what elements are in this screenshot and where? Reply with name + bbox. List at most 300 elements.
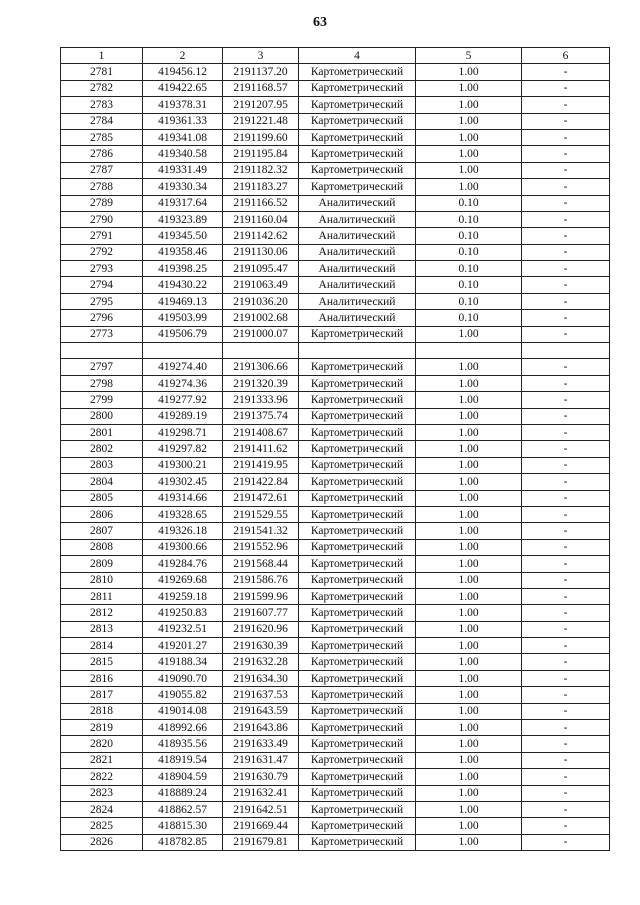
x-coordinate-cell: 419323.89: [143, 211, 223, 227]
table-row: [61, 375, 610, 391]
x-coordinate-cell: 418919.54: [143, 752, 223, 768]
point-number-cell: 2814: [61, 638, 143, 654]
note-cell: -: [522, 752, 610, 768]
y-coordinate-cell: 2191306.66: [223, 359, 299, 375]
x-coordinate-cell: 419300.21: [143, 457, 223, 473]
y-coordinate-cell: 2191160.04: [223, 211, 299, 227]
accuracy-cell: 1.00: [416, 97, 522, 113]
note-cell: -: [522, 490, 610, 506]
table-row: [61, 162, 610, 178]
column-header: 1: [61, 48, 143, 64]
accuracy-cell: 0.10: [416, 211, 522, 227]
method-cell: Картометрический: [299, 359, 416, 375]
accuracy-cell: 1.00: [416, 752, 522, 768]
method-cell: Картометрический: [299, 556, 416, 572]
method-cell: Картометрический: [299, 129, 416, 145]
table-row: [61, 736, 610, 752]
method-cell: Картометрический: [299, 588, 416, 604]
note-cell: -: [522, 244, 610, 260]
table-row: [61, 769, 610, 785]
accuracy-cell: 1.00: [416, 687, 522, 703]
table-row: [61, 818, 610, 834]
note-cell: -: [522, 834, 610, 850]
point-number-cell: 2812: [61, 605, 143, 621]
accuracy-cell: 0.10: [416, 261, 522, 277]
table-row: [61, 621, 610, 637]
accuracy-cell: 1.00: [416, 572, 522, 588]
method-cell: Картометрический: [299, 179, 416, 195]
point-number-cell: 2802: [61, 441, 143, 457]
y-coordinate-cell: 2191063.49: [223, 277, 299, 293]
method-cell: [299, 343, 416, 359]
method-cell: Картометрический: [299, 687, 416, 703]
y-coordinate-cell: 2191568.44: [223, 556, 299, 572]
y-coordinate-cell: 2191643.59: [223, 703, 299, 719]
y-coordinate-cell: 2191195.84: [223, 146, 299, 162]
column-header: 2: [143, 48, 223, 64]
method-cell: Картометрический: [299, 474, 416, 490]
note-cell: -: [522, 474, 610, 490]
point-number-cell: 2786: [61, 146, 143, 162]
y-coordinate-cell: 2191529.55: [223, 506, 299, 522]
y-coordinate-cell: 2191411.62: [223, 441, 299, 457]
x-coordinate-cell: 418782.85: [143, 834, 223, 850]
note-cell: -: [522, 293, 610, 309]
note-cell: -: [522, 605, 610, 621]
note-cell: -: [522, 359, 610, 375]
table-row: [61, 277, 610, 293]
note-cell: -: [522, 736, 610, 752]
method-cell: Картометрический: [299, 670, 416, 686]
x-coordinate-cell: 418889.24: [143, 785, 223, 801]
y-coordinate-cell: 2191634.30: [223, 670, 299, 686]
accuracy-cell: 0.10: [416, 228, 522, 244]
point-number-cell: 2826: [61, 834, 143, 850]
point-number-cell: 2785: [61, 129, 143, 145]
point-number-cell: 2800: [61, 408, 143, 424]
y-coordinate-cell: 2191552.96: [223, 539, 299, 555]
accuracy-cell: 0.10: [416, 244, 522, 260]
table-row: [61, 343, 610, 359]
accuracy-cell: 1.00: [416, 490, 522, 506]
accuracy-cell: 1.00: [416, 113, 522, 129]
x-coordinate-cell: 419358.46: [143, 244, 223, 260]
note-cell: -: [522, 326, 610, 342]
accuracy-cell: 1.00: [416, 654, 522, 670]
y-coordinate-cell: 2191130.06: [223, 244, 299, 260]
accuracy-cell: 1.00: [416, 539, 522, 555]
note-cell: -: [522, 310, 610, 326]
point-number-cell: 2799: [61, 392, 143, 408]
point-number-cell: 2784: [61, 113, 143, 129]
note-cell: -: [522, 146, 610, 162]
accuracy-cell: 1.00: [416, 80, 522, 96]
y-coordinate-cell: 2191422.84: [223, 474, 299, 490]
y-coordinate-cell: 2191679.81: [223, 834, 299, 850]
accuracy-cell: 0.10: [416, 293, 522, 309]
accuracy-cell: 1.00: [416, 588, 522, 604]
note-cell: -: [522, 113, 610, 129]
accuracy-cell: 1.00: [416, 785, 522, 801]
table-row: [61, 785, 610, 801]
x-coordinate-cell: 419274.36: [143, 375, 223, 391]
accuracy-cell: 1.00: [416, 670, 522, 686]
point-number-cell: 2804: [61, 474, 143, 490]
point-number-cell: 2819: [61, 720, 143, 736]
accuracy-cell: 1.00: [416, 523, 522, 539]
note-cell: -: [522, 801, 610, 817]
point-number-cell: 2816: [61, 670, 143, 686]
table-row: [61, 605, 610, 621]
table-row: [61, 441, 610, 457]
table-row: [61, 179, 610, 195]
note-cell: -: [522, 261, 610, 277]
table-row: [61, 474, 610, 490]
note-cell: -: [522, 638, 610, 654]
point-number-cell: 2807: [61, 523, 143, 539]
point-number-cell: 2825: [61, 818, 143, 834]
x-coordinate-cell: 419398.25: [143, 261, 223, 277]
table-row: [61, 703, 610, 719]
table-row: [61, 654, 610, 670]
method-cell: Картометрический: [299, 654, 416, 670]
accuracy-cell: 0.10: [416, 195, 522, 211]
point-number-cell: 2794: [61, 277, 143, 293]
point-number-cell: 2811: [61, 588, 143, 604]
point-number-cell: 2773: [61, 326, 143, 342]
method-cell: Картометрический: [299, 621, 416, 637]
accuracy-cell: 1.00: [416, 474, 522, 490]
table-row: [61, 228, 610, 244]
x-coordinate-cell: 419250.83: [143, 605, 223, 621]
x-coordinate-cell: 419269.68: [143, 572, 223, 588]
point-number-cell: 2790: [61, 211, 143, 227]
method-cell: Картометрический: [299, 572, 416, 588]
table-row: [61, 457, 610, 473]
table-row: [61, 687, 610, 703]
table-row: [61, 80, 610, 96]
note-cell: -: [522, 621, 610, 637]
x-coordinate-cell: 419297.82: [143, 441, 223, 457]
method-cell: Картометрический: [299, 408, 416, 424]
note-cell: -: [522, 720, 610, 736]
accuracy-cell: 1.00: [416, 162, 522, 178]
x-coordinate-cell: 419317.64: [143, 195, 223, 211]
note-cell: -: [522, 654, 610, 670]
point-number-cell: [61, 343, 143, 359]
y-coordinate-cell: 2191630.39: [223, 638, 299, 654]
y-coordinate-cell: 2191000.07: [223, 326, 299, 342]
point-number-cell: 2798: [61, 375, 143, 391]
note-cell: [522, 343, 610, 359]
x-coordinate-cell: 419259.18: [143, 588, 223, 604]
y-coordinate-cell: 2191642.51: [223, 801, 299, 817]
table-row: [61, 359, 610, 375]
point-number-cell: 2824: [61, 801, 143, 817]
table-row: [61, 64, 610, 80]
column-header: 6: [522, 48, 610, 64]
method-cell: Картометрический: [299, 375, 416, 391]
method-cell: Картометрический: [299, 720, 416, 736]
table-row: [61, 523, 610, 539]
x-coordinate-cell: 419014.08: [143, 703, 223, 719]
table-row: [61, 310, 610, 326]
accuracy-cell: 1.00: [416, 326, 522, 342]
note-cell: -: [522, 97, 610, 113]
method-cell: Картометрический: [299, 162, 416, 178]
method-cell: Картометрический: [299, 703, 416, 719]
y-coordinate-cell: 2191183.27: [223, 179, 299, 195]
table-row: [61, 392, 610, 408]
table-row: [61, 556, 610, 572]
column-header: 4: [299, 48, 416, 64]
note-cell: -: [522, 670, 610, 686]
method-cell: Картометрический: [299, 441, 416, 457]
method-cell: Картометрический: [299, 801, 416, 817]
table-row: [61, 211, 610, 227]
note-cell: -: [522, 162, 610, 178]
y-coordinate-cell: 2191375.74: [223, 408, 299, 424]
table-row: [61, 293, 610, 309]
accuracy-cell: 1.00: [416, 146, 522, 162]
x-coordinate-cell: 419331.49: [143, 162, 223, 178]
note-cell: -: [522, 556, 610, 572]
note-cell: -: [522, 64, 610, 80]
point-number-cell: 2795: [61, 293, 143, 309]
table-row: [61, 490, 610, 506]
y-coordinate-cell: 2191166.52: [223, 195, 299, 211]
y-coordinate-cell: 2191632.41: [223, 785, 299, 801]
method-cell: Картометрический: [299, 638, 416, 654]
note-cell: -: [522, 539, 610, 555]
x-coordinate-cell: 419289.19: [143, 408, 223, 424]
y-coordinate-cell: 2191541.32: [223, 523, 299, 539]
x-coordinate-cell: 419378.31: [143, 97, 223, 113]
note-cell: -: [522, 195, 610, 211]
point-number-cell: 2782: [61, 80, 143, 96]
accuracy-cell: 0.10: [416, 277, 522, 293]
point-number-cell: 2820: [61, 736, 143, 752]
note-cell: -: [522, 588, 610, 604]
point-number-cell: 2787: [61, 162, 143, 178]
x-coordinate-cell: 419330.34: [143, 179, 223, 195]
x-coordinate-cell: 419298.71: [143, 424, 223, 440]
y-coordinate-cell: 2191599.96: [223, 588, 299, 604]
x-coordinate-cell: 419188.34: [143, 654, 223, 670]
method-cell: Картометрический: [299, 605, 416, 621]
y-coordinate-cell: 2191002.68: [223, 310, 299, 326]
x-coordinate-cell: 418862.57: [143, 801, 223, 817]
note-cell: -: [522, 818, 610, 834]
accuracy-cell: 1.00: [416, 801, 522, 817]
method-cell: Аналитический: [299, 277, 416, 293]
note-cell: -: [522, 506, 610, 522]
column-header: 5: [416, 48, 522, 64]
y-coordinate-cell: 2191221.48: [223, 113, 299, 129]
x-coordinate-cell: 419284.76: [143, 556, 223, 572]
table-row: [61, 539, 610, 555]
accuracy-cell: 1.00: [416, 703, 522, 719]
method-cell: Картометрический: [299, 80, 416, 96]
table-row: [61, 146, 610, 162]
method-cell: Аналитический: [299, 261, 416, 277]
x-coordinate-cell: 419345.50: [143, 228, 223, 244]
table-row: [61, 129, 610, 145]
x-coordinate-cell: 419232.51: [143, 621, 223, 637]
method-cell: Аналитический: [299, 244, 416, 260]
y-coordinate-cell: 2191182.32: [223, 162, 299, 178]
accuracy-cell: 1.00: [416, 736, 522, 752]
table-header-row: [61, 48, 610, 64]
method-cell: Аналитический: [299, 310, 416, 326]
table-row: [61, 113, 610, 129]
point-number-cell: 2789: [61, 195, 143, 211]
point-number-cell: 2801: [61, 424, 143, 440]
x-coordinate-cell: 419314.66: [143, 490, 223, 506]
x-coordinate-cell: 419469.13: [143, 293, 223, 309]
x-coordinate-cell: 419422.65: [143, 80, 223, 96]
x-coordinate-cell: 419300.66: [143, 539, 223, 555]
accuracy-cell: 1.00: [416, 408, 522, 424]
point-number-cell: 2788: [61, 179, 143, 195]
column-header: 3: [223, 48, 299, 64]
accuracy-cell: 1.00: [416, 818, 522, 834]
x-coordinate-cell: 419201.27: [143, 638, 223, 654]
x-coordinate-cell: 419361.33: [143, 113, 223, 129]
point-number-cell: 2809: [61, 556, 143, 572]
y-coordinate-cell: 2191419.95: [223, 457, 299, 473]
x-coordinate-cell: 419503.99: [143, 310, 223, 326]
accuracy-cell: 1.00: [416, 392, 522, 408]
x-coordinate-cell: 419090.70: [143, 670, 223, 686]
x-coordinate-cell: 418935.56: [143, 736, 223, 752]
note-cell: -: [522, 277, 610, 293]
method-cell: Картометрический: [299, 834, 416, 850]
x-coordinate-cell: 419341.08: [143, 129, 223, 145]
x-coordinate-cell: [143, 343, 223, 359]
point-number-cell: 2821: [61, 752, 143, 768]
method-cell: Картометрический: [299, 113, 416, 129]
y-coordinate-cell: 2191207.95: [223, 97, 299, 113]
y-coordinate-cell: 2191637.53: [223, 687, 299, 703]
x-coordinate-cell: 419302.45: [143, 474, 223, 490]
y-coordinate-cell: 2191095.47: [223, 261, 299, 277]
method-cell: Аналитический: [299, 228, 416, 244]
table-row: [61, 834, 610, 850]
accuracy-cell: 1.00: [416, 769, 522, 785]
note-cell: -: [522, 687, 610, 703]
method-cell: Картометрический: [299, 523, 416, 539]
point-number-cell: 2815: [61, 654, 143, 670]
table-row: [61, 326, 610, 342]
point-number-cell: 2822: [61, 769, 143, 785]
point-number-cell: 2792: [61, 244, 143, 260]
method-cell: Картометрический: [299, 490, 416, 506]
accuracy-cell: 1.00: [416, 556, 522, 572]
y-coordinate-cell: 2191643.86: [223, 720, 299, 736]
point-number-cell: 2818: [61, 703, 143, 719]
method-cell: Картометрический: [299, 752, 416, 768]
accuracy-cell: 1.00: [416, 621, 522, 637]
table-row: [61, 752, 610, 768]
x-coordinate-cell: 419277.92: [143, 392, 223, 408]
note-cell: -: [522, 769, 610, 785]
note-cell: -: [522, 211, 610, 227]
y-coordinate-cell: 2191142.62: [223, 228, 299, 244]
method-cell: Картометрический: [299, 769, 416, 785]
point-number-cell: 2806: [61, 506, 143, 522]
table-row: [61, 572, 610, 588]
table-row: [61, 244, 610, 260]
note-cell: -: [522, 785, 610, 801]
method-cell: Картометрический: [299, 506, 416, 522]
note-cell: -: [522, 228, 610, 244]
point-number-cell: 2810: [61, 572, 143, 588]
method-cell: Картометрический: [299, 818, 416, 834]
point-number-cell: 2793: [61, 261, 143, 277]
note-cell: -: [522, 523, 610, 539]
method-cell: Картометрический: [299, 146, 416, 162]
method-cell: Аналитический: [299, 211, 416, 227]
accuracy-cell: 1.00: [416, 720, 522, 736]
note-cell: -: [522, 424, 610, 440]
x-coordinate-cell: 418904.59: [143, 769, 223, 785]
method-cell: Картометрический: [299, 457, 416, 473]
accuracy-cell: 1.00: [416, 359, 522, 375]
accuracy-cell: 1.00: [416, 424, 522, 440]
note-cell: -: [522, 179, 610, 195]
note-cell: -: [522, 392, 610, 408]
x-coordinate-cell: 419055.82: [143, 687, 223, 703]
table-row: [61, 195, 610, 211]
method-cell: Картометрический: [299, 424, 416, 440]
note-cell: -: [522, 703, 610, 719]
note-cell: -: [522, 572, 610, 588]
accuracy-cell: 1.00: [416, 834, 522, 850]
x-coordinate-cell: 419326.18: [143, 523, 223, 539]
y-coordinate-cell: 2191586.76: [223, 572, 299, 588]
point-number-cell: 2808: [61, 539, 143, 555]
table-row: [61, 670, 610, 686]
accuracy-cell: 1.00: [416, 64, 522, 80]
note-cell: -: [522, 375, 610, 391]
accuracy-cell: 1.00: [416, 441, 522, 457]
table-body: [61, 64, 610, 851]
accuracy-cell: 1.00: [416, 457, 522, 473]
point-number-cell: 2803: [61, 457, 143, 473]
point-number-cell: 2796: [61, 310, 143, 326]
x-coordinate-cell: 419430.22: [143, 277, 223, 293]
y-coordinate-cell: 2191631.47: [223, 752, 299, 768]
table-row: [61, 261, 610, 277]
point-number-cell: 2783: [61, 97, 143, 113]
method-cell: Картометрический: [299, 64, 416, 80]
point-number-cell: 2781: [61, 64, 143, 80]
method-cell: Аналитический: [299, 293, 416, 309]
y-coordinate-cell: 2191137.20: [223, 64, 299, 80]
table-row: [61, 588, 610, 604]
point-number-cell: 2805: [61, 490, 143, 506]
x-coordinate-cell: 419340.58: [143, 146, 223, 162]
y-coordinate-cell: 2191320.39: [223, 375, 299, 391]
y-coordinate-cell: 2191472.61: [223, 490, 299, 506]
point-number-cell: 2813: [61, 621, 143, 637]
accuracy-cell: 1.00: [416, 129, 522, 145]
x-coordinate-cell: 419328.65: [143, 506, 223, 522]
y-coordinate-cell: 2191607.77: [223, 605, 299, 621]
x-coordinate-cell: 418992.66: [143, 720, 223, 736]
method-cell: Аналитический: [299, 195, 416, 211]
